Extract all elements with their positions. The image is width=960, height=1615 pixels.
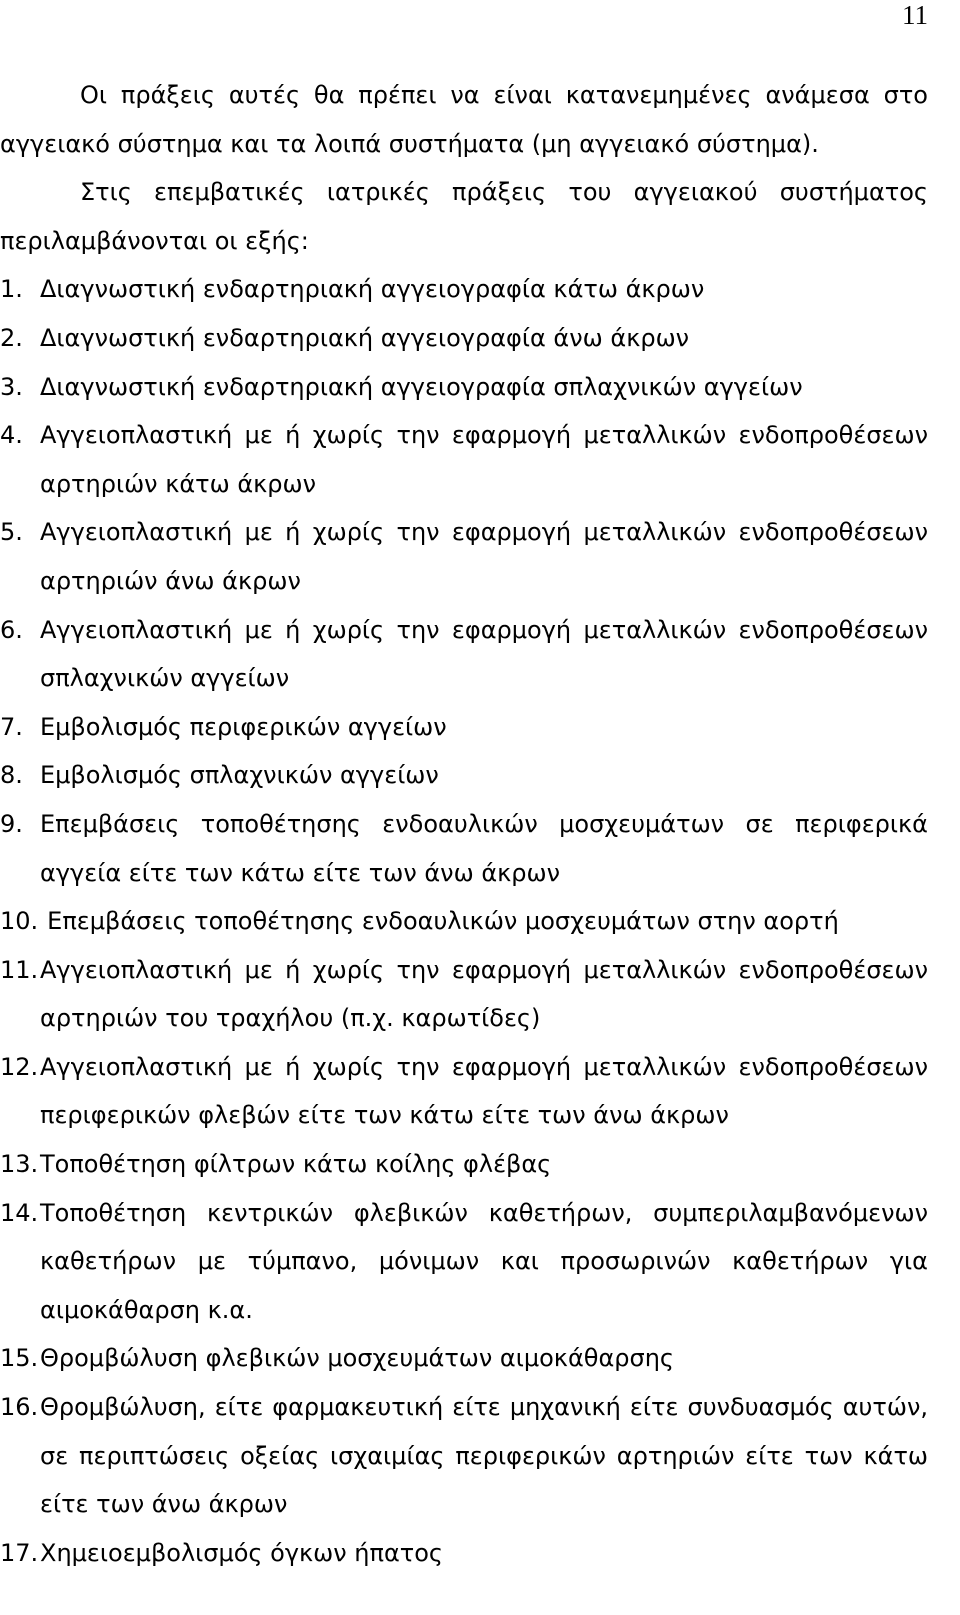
list-item-text: Εμβολισμός σπλαχνικών αγγείων (40, 761, 439, 790)
list-item (0, 751, 928, 800)
list-item-text: Τοποθέτηση κεντρικών φλεβικών καθετήρων, συμπεριλαμβανόμενων καθετήρων με τύμπανο, μόνιμων και προσωρινών καθετήρων για αιμοκάθαρση κ.α. (40, 1198, 928, 1324)
list-item-text: Τοποθέτηση φίλτρων κάτω κοίλης φλέβας (40, 1150, 552, 1179)
list-item-text: Αγγειοπλαστική με ή χωρίς την εφαρμογή μεταλλικών ενδοπροθέσεων σπλαχνικών αγγείων (40, 615, 928, 693)
procedure-list (0, 265, 928, 1577)
list-item-number: 12. (0, 1052, 39, 1081)
list-item-text: Διαγνωστική ενδαρτηριακή αγγειογραφία σπλαχνικών αγγείων (40, 372, 803, 401)
list-item-number: 10. (0, 907, 39, 936)
list-item (0, 703, 928, 752)
list-item-text: Αγγειοπλαστική με ή χωρίς την εφαρμογή μεταλλικών ενδοπροθέσεων περιφερικών φλεβών είτε των κάτω είτε των άνω άκρων (40, 1052, 928, 1130)
list-item-number: 14. (0, 1198, 39, 1227)
list-item (0, 1334, 928, 1383)
list-item-number: 17. (0, 1538, 39, 1567)
list-item-text: Χημειοεμβολισμός όγκων ήπατος (40, 1538, 444, 1567)
list-item (0, 1383, 928, 1529)
list-item-number: 9. (0, 809, 23, 838)
list-item-number: 15. (0, 1344, 39, 1373)
list-item-text: Αγγειοπλαστική με ή χωρίς την εφαρμογή μεταλλικών ενδοπροθέσεων αρτηριών του τραχήλου (π.χ. καρωτίδες) (40, 955, 928, 1033)
list-item-text: Θρομβώλυση, είτε φαρμακευτική είτε μηχανική είτε συνδυασμός αυτών, σε περιπτώσεις οξείας ισχαιμίας περιφερικών αρτηριών είτε των κάτω είτε των άνω άκρων (40, 1393, 928, 1519)
list-item-number: 5. (0, 518, 23, 547)
list-item-number: 2. (0, 323, 23, 352)
list-item-number: 16. (0, 1393, 39, 1422)
list-item (0, 1529, 928, 1578)
list-item-number: 6. (0, 615, 23, 644)
list-item-text: Θρομβώλυση φλεβικών μοσχευμάτων αιμοκάθαρσης (40, 1344, 675, 1373)
intro-paragraph: Οι πράξεις αυτές θα πρέπει να είναι κατανεμημένες ανάμεσα στο αγγειακό σύστημα και τα λοιπά συστήματα (μη αγγειακό σύστημα). (0, 81, 928, 158)
list-item-number: 11. (0, 955, 39, 984)
document-body (0, 71, 928, 1577)
list-item (0, 800, 928, 897)
list-item (0, 1140, 928, 1189)
list-item-number: 13. (0, 1150, 39, 1179)
list-item (0, 411, 928, 508)
list-item-number: 3. (0, 372, 23, 401)
list-item-text: Επεμβάσεις τοποθέτησης ενδοαυλικών μοσχευμάτων σε περιφερικά αγγεία είτε των κάτω είτε των άνω άκρων (40, 809, 928, 887)
list-item-text: Αγγειοπλαστική με ή χωρίς την εφαρμογή μεταλλικών ενδοπροθέσεων αρτηριών άνω άκρων (40, 518, 928, 595)
list-item (0, 897, 928, 946)
list-item-number: 7. (0, 712, 23, 741)
list-item-text: Αγγειοπλαστική με ή χωρίς την εφαρμογή μεταλλικών ενδοπροθέσεων αρτηριών κάτω άκρων (40, 421, 928, 498)
list-item (0, 363, 928, 412)
list-item-text: Επεμβάσεις τοποθέτησης ενδοαυλικών μοσχευμάτων στην αορτή (47, 907, 839, 936)
list-item (0, 1189, 928, 1335)
list-item (0, 1043, 928, 1140)
list-item (0, 508, 928, 605)
list-item (0, 314, 928, 363)
list-item (0, 946, 928, 1043)
list-item (0, 606, 928, 703)
page-number: 11 (902, 0, 928, 30)
list-item (0, 265, 928, 314)
list-item-number: 8. (0, 761, 23, 790)
list-item-text: Εμβολισμός περιφερικών αγγείων (40, 712, 447, 741)
list-item-text: Διαγνωστική ενδαρτηριακή αγγειογραφία κάτω άκρων (40, 275, 705, 304)
list-item-text: Διαγνωστική ενδαρτηριακή αγγειογραφία άνω άκρων (40, 323, 690, 352)
list-lead-paragraph: Στις επεμβατικές ιατρικές πράξεις του αγγειακού συστήματος περιλαμβάνονται οι εξής: (0, 178, 928, 255)
list-item-number: 1. (0, 275, 23, 304)
list-item-number: 4. (0, 421, 23, 450)
